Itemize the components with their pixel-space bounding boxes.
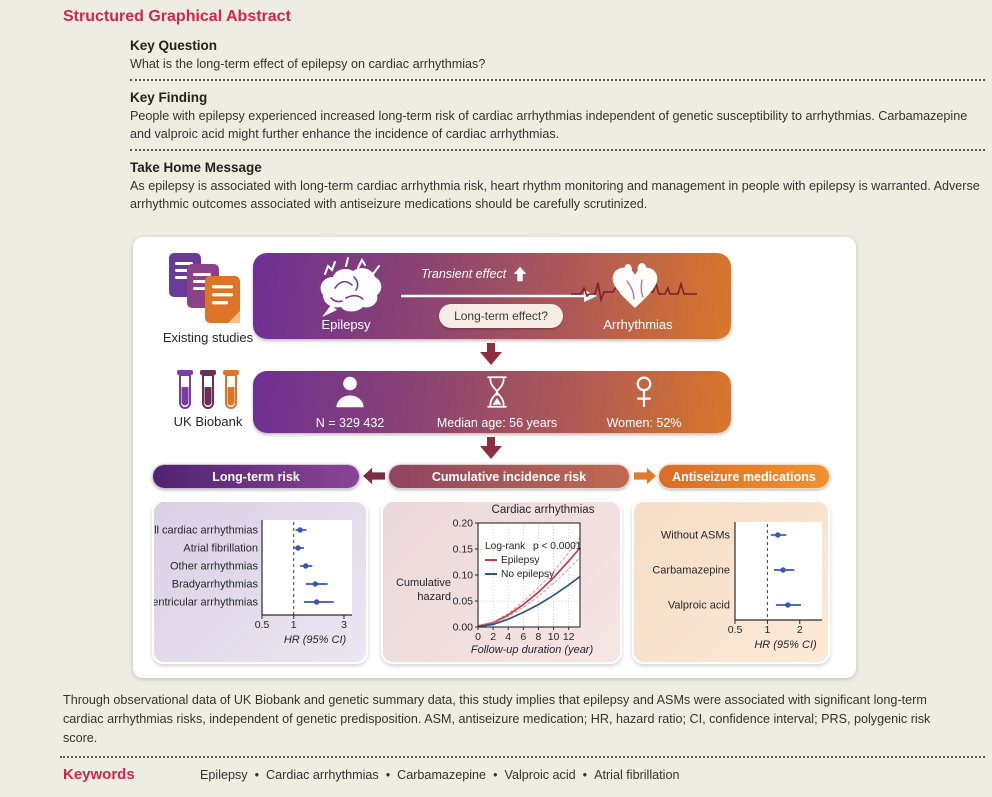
section-take-home-message bbox=[130, 160, 985, 214]
keyword-item: Valproic acid bbox=[504, 768, 576, 782]
forest-plot-long-term-risk bbox=[152, 500, 368, 664]
key-question-body: What is the long-term effect of epilepsy on cardiac arrhythmias? bbox=[130, 57, 486, 71]
down-arrow-icon bbox=[478, 343, 504, 366]
test-tubes-icon bbox=[166, 369, 250, 419]
svg-text:HR (95% CI): HR (95% CI) bbox=[283, 634, 347, 646]
keyword-item: Epilepsy bbox=[200, 768, 248, 782]
brain-icon bbox=[309, 257, 393, 319]
section-key-finding bbox=[130, 90, 985, 144]
svg-text:0.10: 0.10 bbox=[452, 569, 473, 582]
svg-text:Atrial fibrillation: Atrial fibrillation bbox=[183, 542, 258, 555]
svg-text:2: 2 bbox=[490, 631, 497, 643]
right-arrow-icon bbox=[634, 466, 656, 486]
svg-text:12: 12 bbox=[562, 631, 575, 643]
existing-studies-label: Existing studies bbox=[162, 330, 254, 345]
epilepsy-arrhythmias-box bbox=[253, 253, 731, 339]
section-key-question bbox=[130, 38, 985, 74]
left-arrow-icon bbox=[363, 466, 385, 486]
svg-text:8: 8 bbox=[535, 631, 542, 643]
transient-effect-label: Transient effect bbox=[421, 266, 529, 282]
keyword-item: Carbamazepine bbox=[397, 768, 487, 782]
key-question-heading: Key Question bbox=[130, 38, 218, 53]
pill-long-term-risk: Long-term risk bbox=[152, 464, 360, 489]
svg-text:1: 1 bbox=[290, 619, 297, 631]
hourglass-icon bbox=[480, 375, 514, 409]
svg-text:1: 1 bbox=[764, 624, 771, 636]
forest-plot-2-chart bbox=[634, 502, 828, 662]
heart-ecg-icon bbox=[571, 261, 699, 317]
take-home-heading: Take Home Message bbox=[130, 159, 262, 175]
keywords-label: Keywords bbox=[63, 766, 135, 783]
svg-text:Cumulative: Cumulative bbox=[395, 577, 451, 589]
svg-text:Other arrhythmias: Other arrhythmias bbox=[169, 560, 258, 573]
women-stat: Women: 52% bbox=[569, 375, 719, 430]
up-arrow-icon bbox=[511, 266, 529, 282]
svg-text:All cardiac arrhythmias: All cardiac arrhythmias bbox=[154, 524, 258, 537]
person-icon bbox=[331, 375, 369, 409]
svg-text:Follow-up duration (year): Follow-up duration (year) bbox=[470, 644, 594, 656]
svg-text:Cardiac arrhythmias: Cardiac arrhythmias bbox=[491, 504, 595, 516]
text-sections bbox=[130, 38, 985, 219]
svg-text:0.5: 0.5 bbox=[727, 624, 743, 636]
cohort-box bbox=[253, 371, 731, 433]
svg-text:0.5: 0.5 bbox=[254, 619, 270, 631]
forest-plot-1-chart bbox=[154, 502, 366, 662]
keyword-bullet: • bbox=[385, 768, 391, 782]
long-term-effect-pill: Long-term effect? bbox=[439, 304, 563, 328]
cumulative-incidence-chart-panel bbox=[381, 500, 622, 664]
svg-text:2: 2 bbox=[796, 624, 803, 636]
keyword-item: Cardiac arrhythmias bbox=[266, 768, 379, 782]
svg-text:Epilepsy: Epilepsy bbox=[501, 555, 540, 566]
keywords-list bbox=[200, 768, 679, 782]
down-arrow-icon bbox=[478, 437, 504, 460]
svg-text:0.00: 0.00 bbox=[452, 621, 473, 634]
svg-text:10: 10 bbox=[547, 631, 560, 643]
document-stack-icon bbox=[163, 251, 253, 329]
key-finding-body: People with epilepsy experienced increased long-term risk of cardiac arrhythmias independent of genetic susceptibility to arrhythmias. Carbamazepine and valproic acid might further enhance the incidence of cardiac arrhythmias. bbox=[130, 108, 968, 141]
svg-text:0.15: 0.15 bbox=[452, 543, 473, 556]
cumulative-hazard-chart bbox=[383, 502, 620, 662]
svg-text:Valproic acid: Valproic acid bbox=[667, 599, 730, 612]
svg-text:0: 0 bbox=[475, 631, 481, 643]
svg-text:Without ASMs: Without ASMs bbox=[660, 529, 730, 542]
female-icon bbox=[629, 375, 659, 409]
svg-text:6: 6 bbox=[520, 631, 527, 643]
page-title: Structured Graphical Abstract bbox=[63, 8, 291, 25]
svg-text:0.20: 0.20 bbox=[452, 517, 473, 530]
keyword-bullet: • bbox=[582, 768, 588, 782]
keyword-bullet: • bbox=[254, 768, 260, 782]
pill-antiseizure-medications: Antiseizure medications bbox=[658, 464, 830, 489]
cohort-size-stat: N = 329 432 bbox=[275, 375, 425, 430]
right-arrow-line bbox=[401, 289, 597, 303]
pill-cumulative-incidence-risk: Cumulative incidence risk bbox=[388, 464, 630, 489]
key-finding-heading: Key Finding bbox=[130, 89, 208, 105]
svg-text:Log-rank: Log-rank bbox=[485, 541, 526, 552]
svg-text:0.05: 0.05 bbox=[452, 595, 473, 608]
dotted-divider bbox=[130, 149, 985, 151]
dotted-divider bbox=[130, 79, 985, 81]
epilepsy-node-label: Epilepsy bbox=[321, 317, 371, 332]
arrhythmias-node-label: Arrhythmias bbox=[603, 317, 673, 332]
svg-text:3: 3 bbox=[341, 619, 347, 631]
keywords-row bbox=[63, 766, 963, 783]
median-age-stat: Median age: 56 years bbox=[422, 375, 572, 430]
uk-biobank-label: UK Biobank bbox=[173, 414, 243, 429]
forest-plot-antiseizure-medications bbox=[632, 500, 830, 664]
svg-text:HR (95% CI): HR (95% CI) bbox=[754, 639, 817, 651]
svg-text:Bradyarrhythmias: Bradyarrhythmias bbox=[171, 578, 258, 591]
svg-text:No epilepsy: No epilepsy bbox=[501, 569, 555, 580]
take-home-body: As epilepsy is associated with long-term cardiac arrhythmia risk, heart rhythm monitoring and management in people with epilepsy is warranted. Adverse arrhythmic outcomes associated with antiseizure medications should be carefully scrutinized. bbox=[130, 178, 980, 211]
svg-text:hazard: hazard bbox=[417, 591, 451, 603]
svg-text:4: 4 bbox=[505, 631, 512, 643]
graphical-abstract-figure bbox=[133, 237, 856, 678]
svg-text:p < 0.0001: p < 0.0001 bbox=[533, 541, 582, 552]
keyword-bullet: • bbox=[493, 768, 498, 782]
keyword-item: Atrial fibrillation bbox=[594, 768, 680, 782]
svg-text:Carbamazepine: Carbamazepine bbox=[652, 564, 730, 577]
dotted-divider bbox=[60, 756, 985, 758]
figure-caption: Through observational data of UK Biobank and genetic summary data, this study implies that epilepsy and ASMs were associated with significant long-term cardiac arrhythmias risks, independent of genetic predisposition. ASM, antiseizure medication; HR, hazard ratio; CI, confidence interval; PRS, polygenic risk score. bbox=[63, 693, 931, 745]
svg-text:Ventricular arrhythmias: Ventricular arrhythmias bbox=[154, 596, 258, 609]
